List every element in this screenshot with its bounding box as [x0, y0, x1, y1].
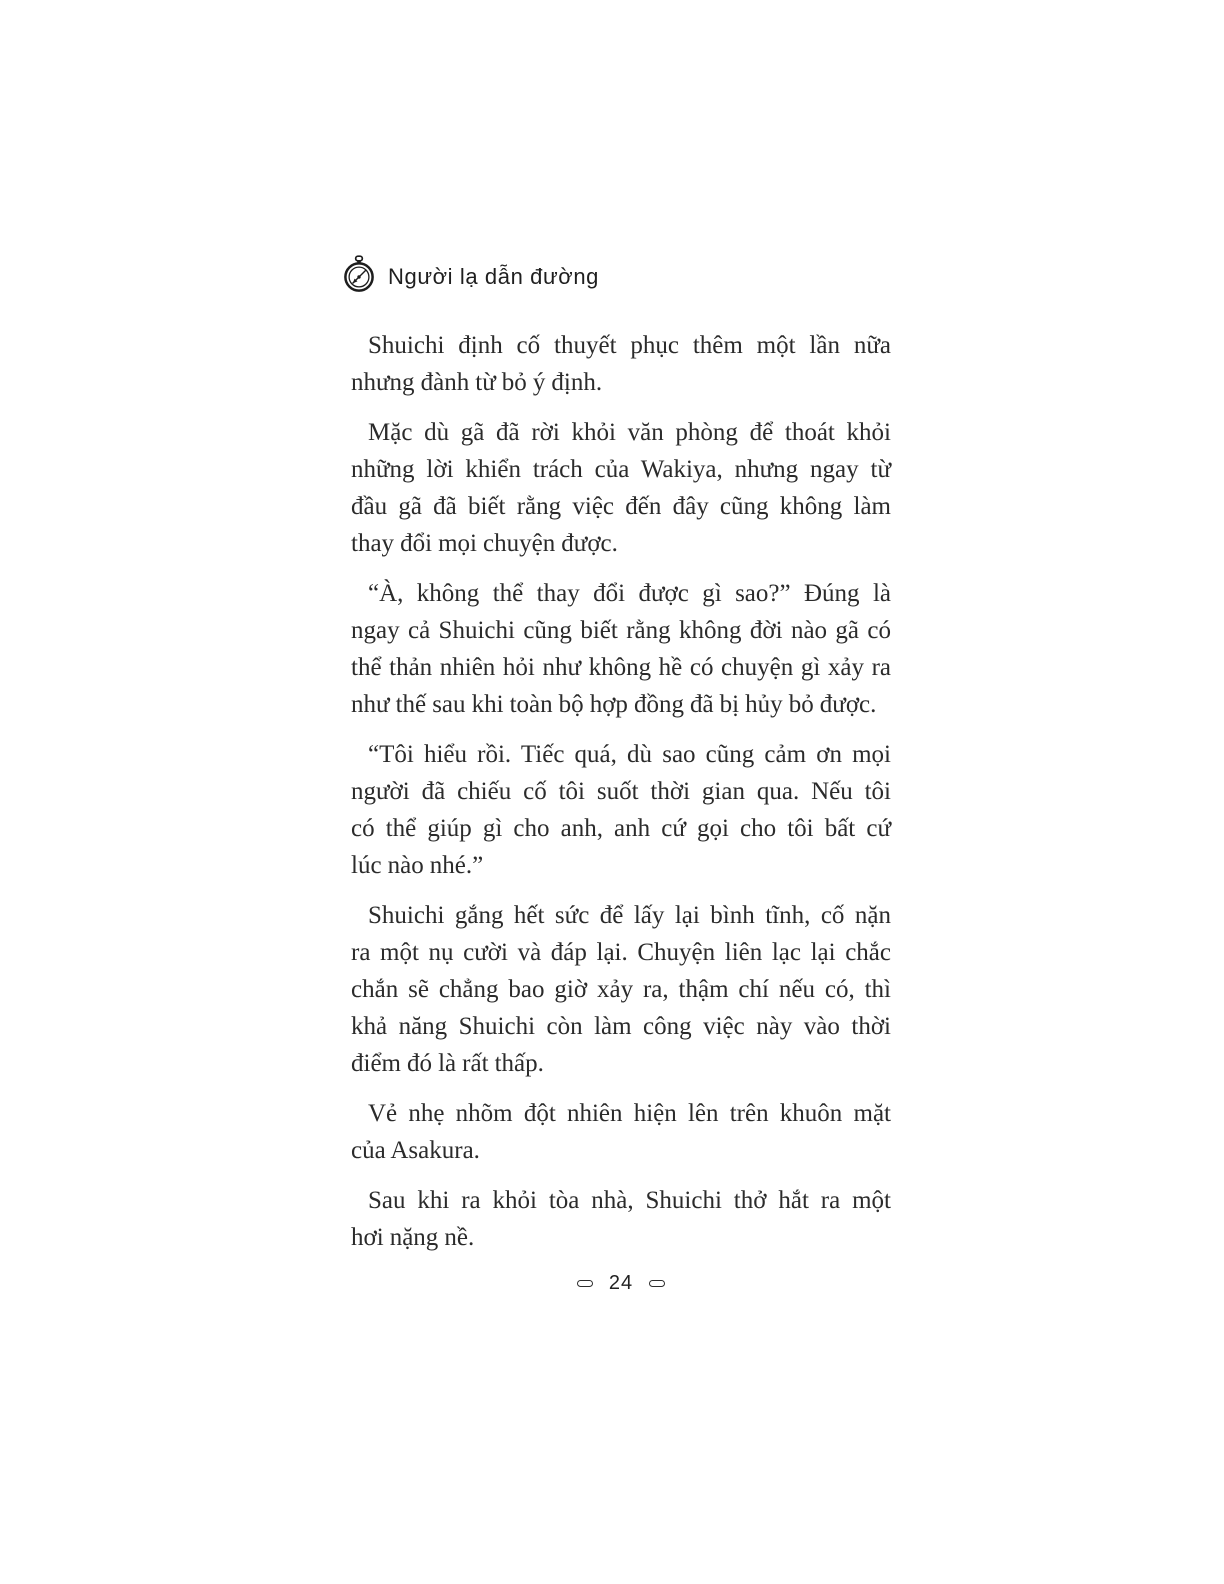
paragraph-line: “À, không thể thay đổi được gì sao?” Đúng là — [368, 580, 891, 607]
body-text — [351, 327, 891, 1269]
paragraph-line: những lời khiển trách của Wakiya, nhưng ngay từ — [351, 456, 891, 483]
paragraph-line: có thể giúp gì cho anh, anh cứ gọi cho tôi bất cứ — [351, 815, 891, 842]
paragraph — [351, 897, 891, 1082]
paragraph-line: lúc nào nhé.” — [351, 852, 484, 879]
paragraph-line: Sau khi ra khỏi tòa nhà, Shuichi thở hắt ra một — [368, 1187, 891, 1214]
paragraph-line: khả năng Shuichi còn làm công việc này vào thời — [351, 1013, 891, 1040]
paragraph-line: ngay cả Shuichi cũng biết rằng không đời nào gã có — [351, 617, 891, 644]
paragraph — [351, 414, 891, 562]
paragraph-line: ra một nụ cười và đáp lại. Chuyện liên lạc lại chắc — [351, 939, 891, 966]
paragraph-line: điểm đó là rất thấp. — [351, 1050, 544, 1077]
book-title: Người lạ dẫn đường — [388, 263, 599, 289]
paragraph-line: Shuichi định cố thuyết phục thêm một lần nữa — [368, 332, 891, 359]
paragraph-line: chắn sẽ chẳng bao giờ xảy ra, thậm chí nếu có, thì — [351, 976, 891, 1003]
paragraph-line: Vẻ nhẹ nhõm đột nhiên hiện lên trên khuôn mặt — [368, 1100, 891, 1127]
running-header — [342, 254, 599, 299]
paragraph-line: người đã chiếu cố tôi suốt thời gian qua. Nếu tôi — [351, 778, 891, 805]
paragraph-line: “Tôi hiểu rồi. Tiếc quá, dù sao cũng cảm ơn mọi — [368, 741, 891, 768]
pill-outline-icon — [649, 1280, 665, 1287]
paragraph-line: của Asakura. — [351, 1137, 480, 1164]
page-number: 24 — [608, 1272, 634, 1294]
compass-icon — [342, 254, 376, 299]
page-footer — [351, 1272, 891, 1295]
paragraph-line: như thế sau khi toàn bộ hợp đồng đã bị hủy bỏ được. — [351, 691, 877, 718]
paragraph-line: Shuichi gắng hết sức để lấy lại bình tĩnh, cố nặn — [368, 902, 891, 929]
paragraph — [351, 1095, 891, 1169]
paragraph-line: đầu gã đã biết rằng việc đến đây cũng không làm — [351, 493, 891, 520]
paragraph-line: hơi nặng nề. — [351, 1224, 475, 1251]
paragraph-line: nhưng đành từ bỏ ý định. — [351, 369, 603, 396]
paragraph-line: Mặc dù gã đã rời khỏi văn phòng để thoát khỏi — [368, 419, 891, 446]
paragraph-line: thể thản nhiên hỏi như không hề có chuyện gì xảy ra — [351, 654, 891, 681]
paragraph — [351, 736, 891, 884]
paragraph — [351, 327, 891, 401]
paragraph-line: thay đổi mọi chuyện được. — [351, 530, 618, 557]
pill-outline-icon — [577, 1280, 593, 1287]
paragraph — [351, 575, 891, 723]
paragraph — [351, 1182, 891, 1256]
